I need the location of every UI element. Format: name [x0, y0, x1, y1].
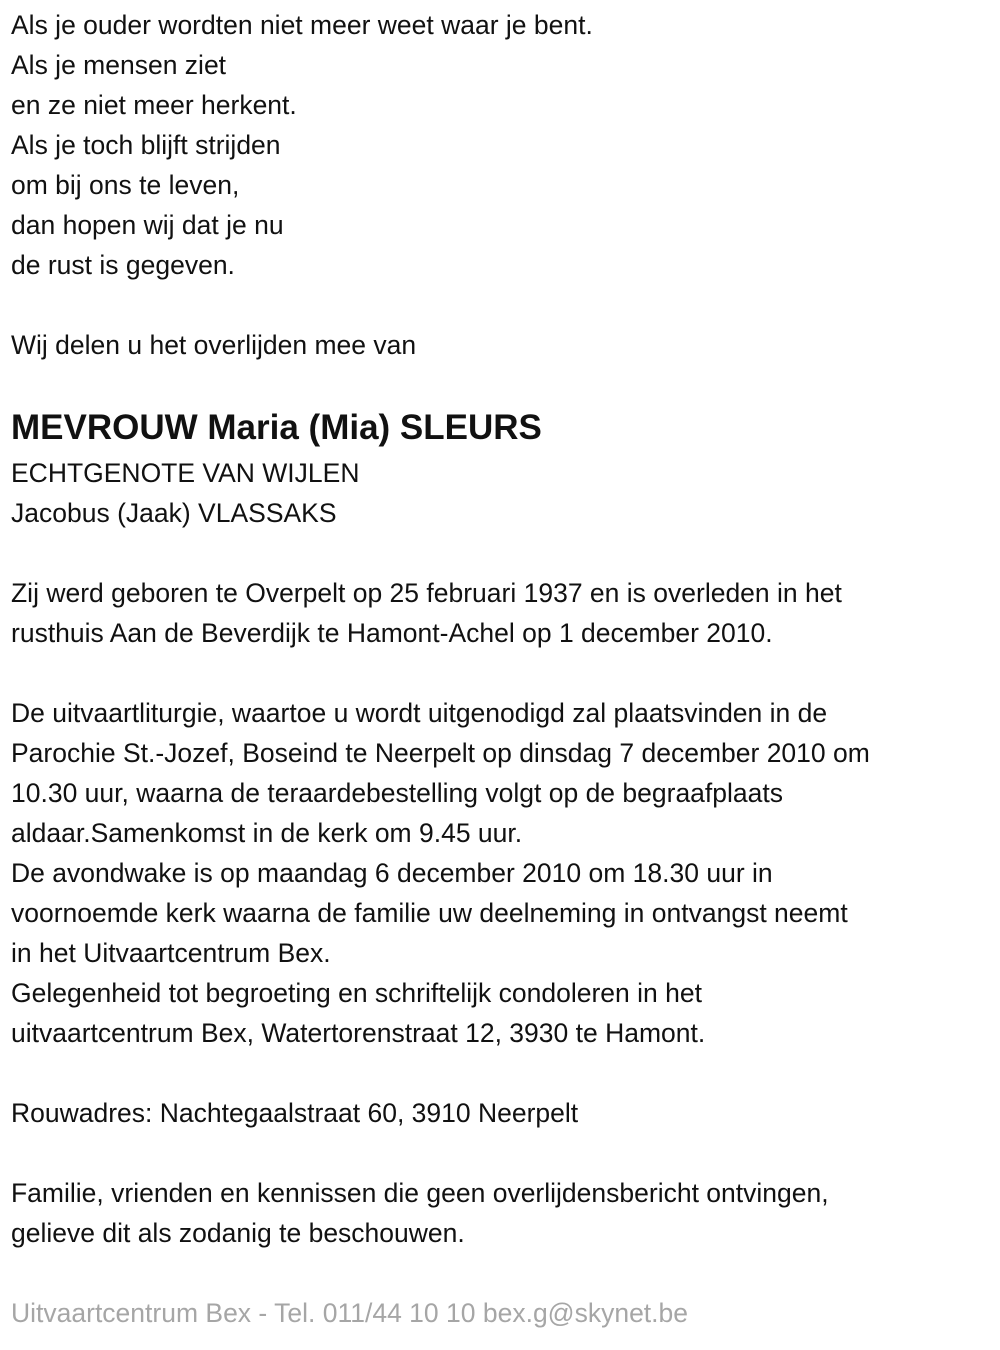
funeral-line: 10.30 uur, waarna de teraardebestelling volgt op de begraafplaats — [11, 778, 783, 808]
poem-line: dan hopen wij dat je nu — [11, 210, 284, 240]
closing-line: gelieve dit als zodanig te beschouwen. — [11, 1218, 465, 1248]
poem-line: Als je mensen ziet — [11, 50, 227, 80]
mourning-address: Rouwadres: Nachtegaalstraat 60, 3910 Neerpelt — [11, 1098, 579, 1128]
funeral-line: Parochie St.-Jozef, Boseind te Neerpelt op dinsdag 7 december 2010 om — [11, 738, 870, 768]
poem-line: en ze niet meer herkent. — [11, 90, 297, 120]
funeral-line: in het Uitvaartcentrum Bex. — [11, 938, 331, 968]
poem-line: de rust is gegeven. — [11, 250, 235, 280]
closing-line: Familie, vrienden en kennissen die geen overlijdensbericht ontvingen, — [11, 1178, 829, 1208]
funeral-line: voornoemde kerk waarna de familie uw deelneming in ontvangst neemt — [11, 898, 848, 928]
birth-death-line: rusthuis Aan de Beverdijk te Hamont-Achel op 1 december 2010. — [11, 618, 773, 648]
birth-death-line: Zij werd geboren te Overpelt op 25 februari 1937 en is overleden in het — [11, 578, 842, 608]
poem-line: Als je ouder wordten niet meer weet waar je bent. — [11, 10, 593, 40]
obituary — [11, 5, 870, 1333]
footer-contact: Uitvaartcentrum Bex - Tel. 011/44 10 10 bex.g@skynet.be — [11, 1298, 689, 1328]
funeral-details — [11, 693, 870, 1053]
funeral-line: aldaar.Samenkomst in de kerk om 9.45 uur. — [11, 818, 523, 848]
spouse-line: Jacobus (Jaak) VLASSAKS — [11, 498, 337, 528]
spouse-line: ECHTGENOTE VAN WIJLEN — [11, 458, 360, 488]
funeral-line: uitvaartcentrum Bex, Watertorenstraat 12, 3930 te Hamont. — [11, 1018, 706, 1048]
funeral-line: De uitvaartliturgie, waartoe u wordt uitgenodigd zal plaatsvinden in de — [11, 698, 828, 728]
funeral-line: Gelegenheid tot begroeting en schriftelijk condoleren in het — [11, 978, 702, 1008]
poem-line: om bij ons te leven, — [11, 170, 240, 200]
funeral-line: De avondwake is op maandag 6 december 2010 om 18.30 uur in — [11, 858, 773, 888]
intro-text: Wij delen u het overlijden mee van — [11, 330, 417, 360]
poem-line: Als je toch blijft strijden — [11, 130, 281, 160]
deceased-name: MEVROUW Maria (Mia) SLEURS — [11, 408, 542, 447]
poem — [11, 5, 870, 285]
